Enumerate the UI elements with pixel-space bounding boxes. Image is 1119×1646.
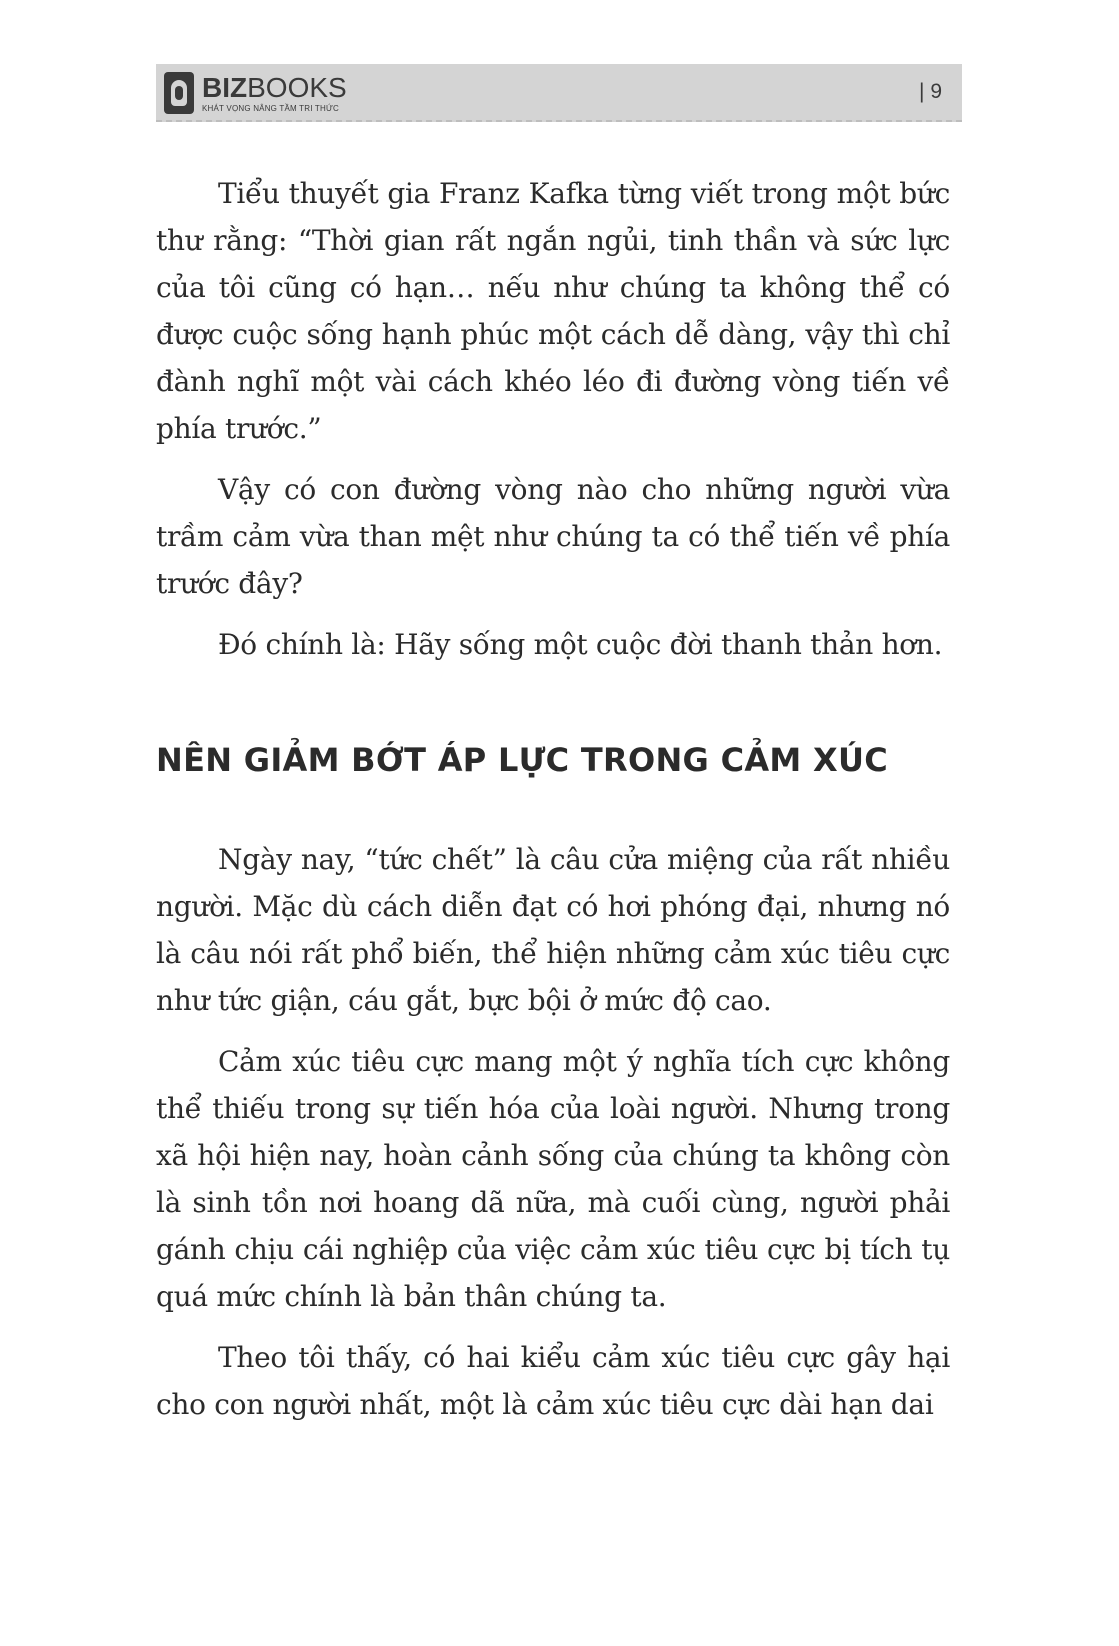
paragraph: Vậy có con đường vòng nào cho những người vừa trầm cảm vừa than mệt như chúng ta có thể tiến về phía trước đây? <box>156 473 950 600</box>
paragraph: Ngày nay, “tức chết” là câu cửa miệng của rất nhiều người. Mặc dù cách diễn đạt có hơi phóng đại, nhưng nó là câu nói rất phổ biến, thể hiện những cảm xúc tiêu cực như tức giận, cáu gắt, bực bội ở mức độ cao. <box>156 843 950 1017</box>
logo-name-regular: BOOKS <box>247 71 347 103</box>
page-header <box>156 64 962 122</box>
logo-name-bold: BIZ <box>202 71 248 103</box>
logo-name <box>202 71 347 103</box>
logo-text <box>202 71 347 113</box>
paragraph: Tiểu thuyết gia Franz Kafka từng viết trong một bức thư rằng: “Thời gian rất ngắn ngủi, tinh thần và sức lực của tôi cũng có hạn… nếu như chúng ta không thể có được cuộc sống hạnh phúc một cách dễ dàng, vậy thì chỉ đành nghĩ một vài cách khéo léo đi đường vòng tiến về phía trước.” <box>156 177 950 445</box>
paragraph: Đó chính là: Hãy sống một cuộc đời thanh thản hơn. <box>218 628 943 661</box>
page-body <box>156 170 950 1442</box>
publisher-emblem-icon <box>164 72 194 114</box>
paragraph: Cảm xúc tiêu cực mang một ý nghĩa tích cực không thể thiếu trong sự tiến hóa của loài người. Nhưng trong xã hội hiện nay, hoàn cảnh sống của chúng ta không còn là sinh tồn nơi hoang dã nữa, mà cuối cùng, người phải gánh chịu cái nghiệp của việc cảm xúc tiêu cực bị tích tụ quá mức chính là bản thân chúng ta. <box>156 1045 950 1313</box>
logo-tagline: KHÁT VỌNG NÂNG TẦM TRI THỨC <box>202 103 339 113</box>
section-heading: NÊN GIẢM BỚT ÁP LỰC TRONG CẢM XÚC <box>156 741 889 779</box>
paragraph: Theo tôi thấy, có hai kiểu cảm xúc tiêu cực gây hại cho con người nhất, một là cảm xúc tiêu cực dài hạn dai <box>156 1341 950 1421</box>
page-number: | 9 <box>919 80 942 103</box>
bizbooks-logo <box>164 70 347 116</box>
